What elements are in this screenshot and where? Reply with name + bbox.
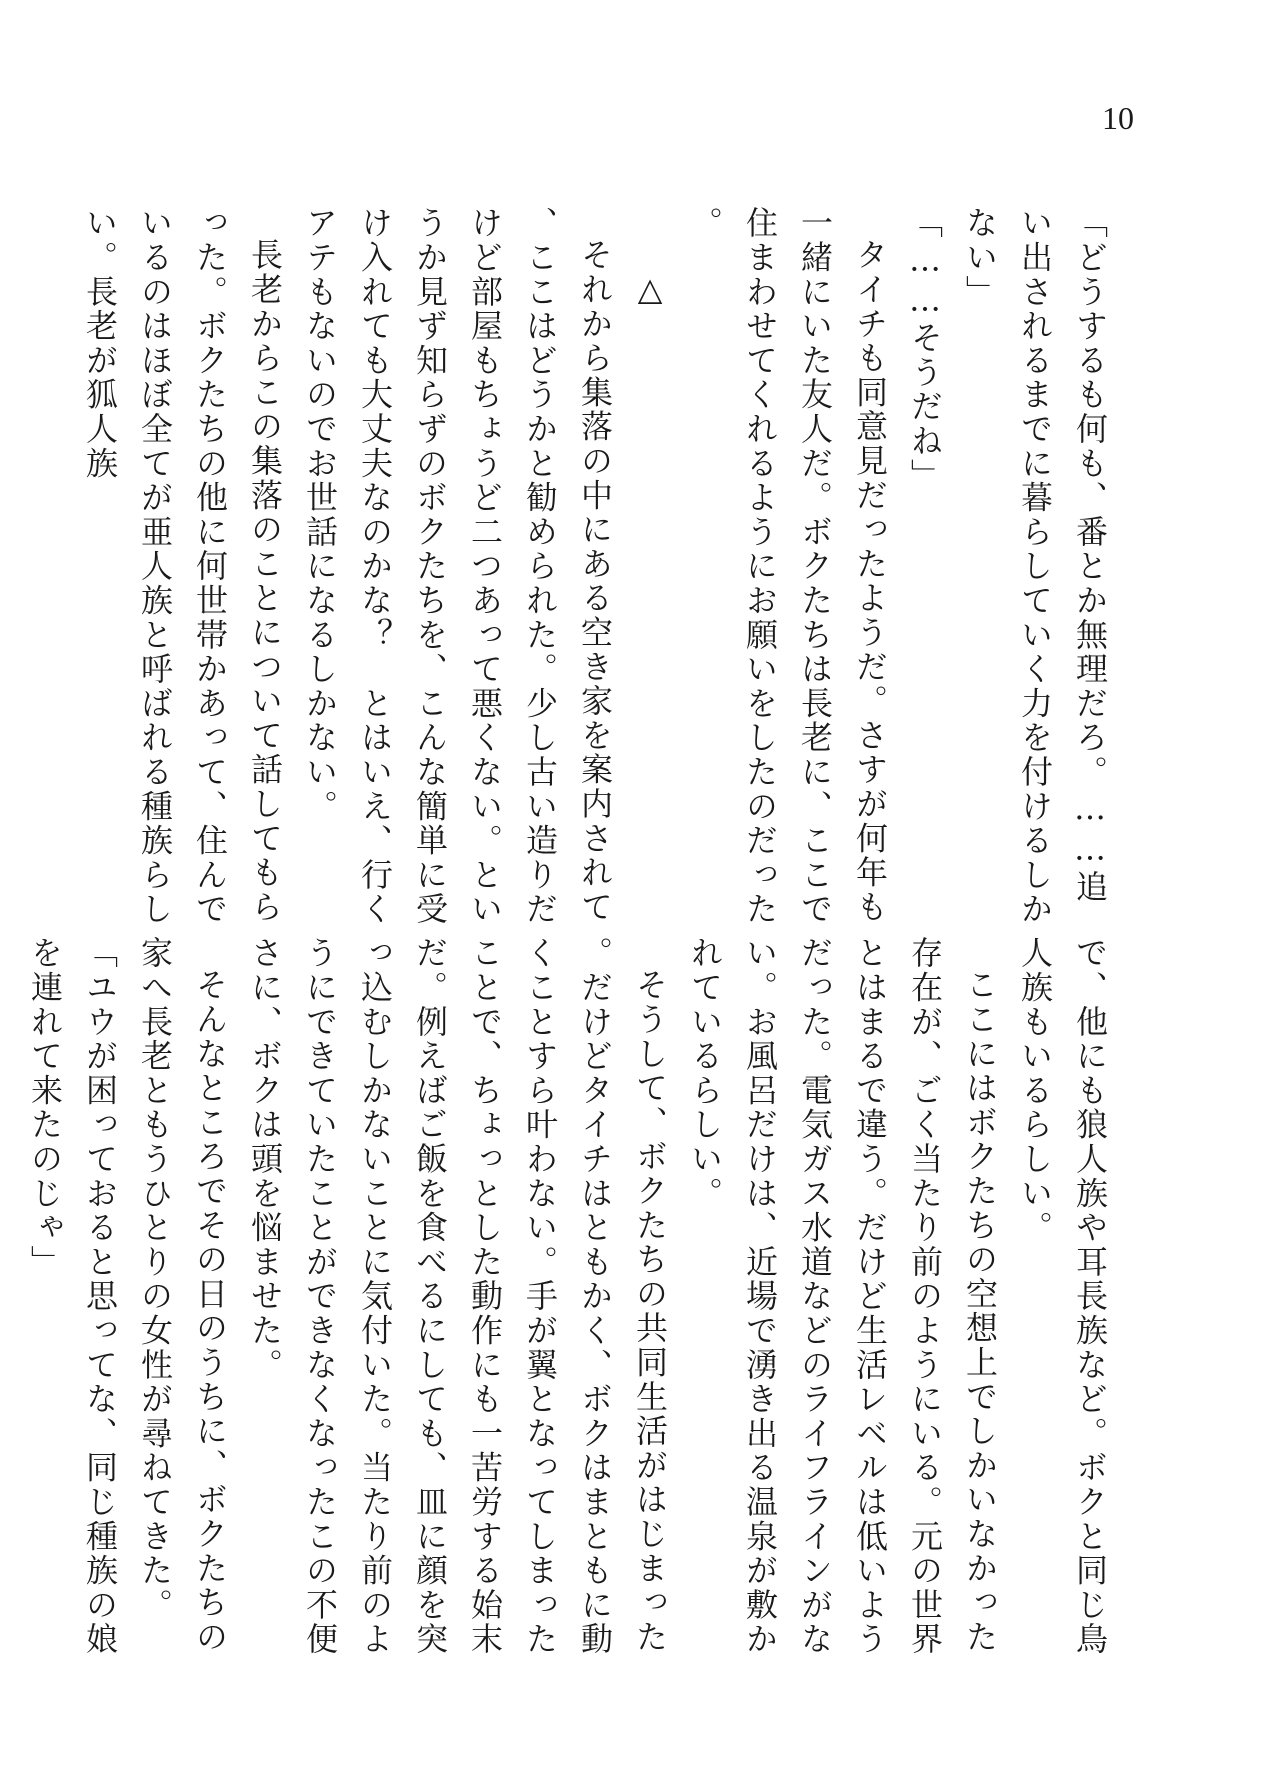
paragraph: 「どうするも何も、番とか無理だろ。……追い出されるまでに暮らしていく力を付けるしかない」	[961, 206, 1109, 927]
paragraph: で、他にも狼人族や耳長族など。ボクと同じ鳥人族もいるらしい。	[1016, 936, 1109, 1657]
page-number: 10	[1102, 100, 1134, 136]
paragraph: それから集落の中にある空き家を案内されて、ここはどうかと勧められた。少し古い造りだけど部屋もちょうど二つあって悪くない。というか見ず知らずのボクたちを、こんな簡単に受け入れても大丈夫なのかな？ とはいえ、行くアテもないのでお世話になるしかない。	[301, 206, 614, 927]
paragraph: 「ユウが困っておると思ってな、同じ種族の娘を連れて来たのじゃ」	[26, 936, 119, 1657]
paragraph: 「……そうだね」	[906, 206, 944, 493]
text-block-upper	[81, 206, 1117, 936]
paragraph: タイチも同意見だったようだ。さすが何年も一緒にいた友人だ。ボクたちは長老に、ここで住まわせてくれるようにお願いをしたのだった。	[686, 206, 889, 927]
paragraph: ここにはボクたちの空想上でしかいなかった存在が、ごく当たり前のようにいる。元の世界とはまるで違う。だけど生活レベルは低いようだった。電気ガス水道などのライフラインがない。お風呂だけは、近場で湧き出る温泉が敷かれているらしい。	[686, 936, 999, 1657]
text-block-lower	[26, 936, 1117, 1666]
scene-break-marker: △	[631, 270, 669, 311]
paragraph: そうして、ボクたちの共同生活がはじまった。だけどタイチはともかく、ボクはまともに動くことすら叶わない。手が翼となってしまったことで、ちょっとした動作にも一苦労する始末だ。例えばご飯を食べるにしても、皿に顔を突っ込むしかないことに気付いた。当たり前のようにできていたことができなくなったこの不便さに、ボクは頭を悩ませた。	[246, 936, 669, 1657]
paragraph: そんなところでその日のうちに、ボクたちの家へ長老ともうひとりの女性が尋ねてきた。	[136, 936, 229, 1654]
paragraph: 長老からこの集落のことについて話してもらった。ボクたちの他に何世帯かあって、住んでいるのはほぼ全てが亜人族と呼ばれる種族らしい。長老が狐人族	[81, 206, 284, 927]
